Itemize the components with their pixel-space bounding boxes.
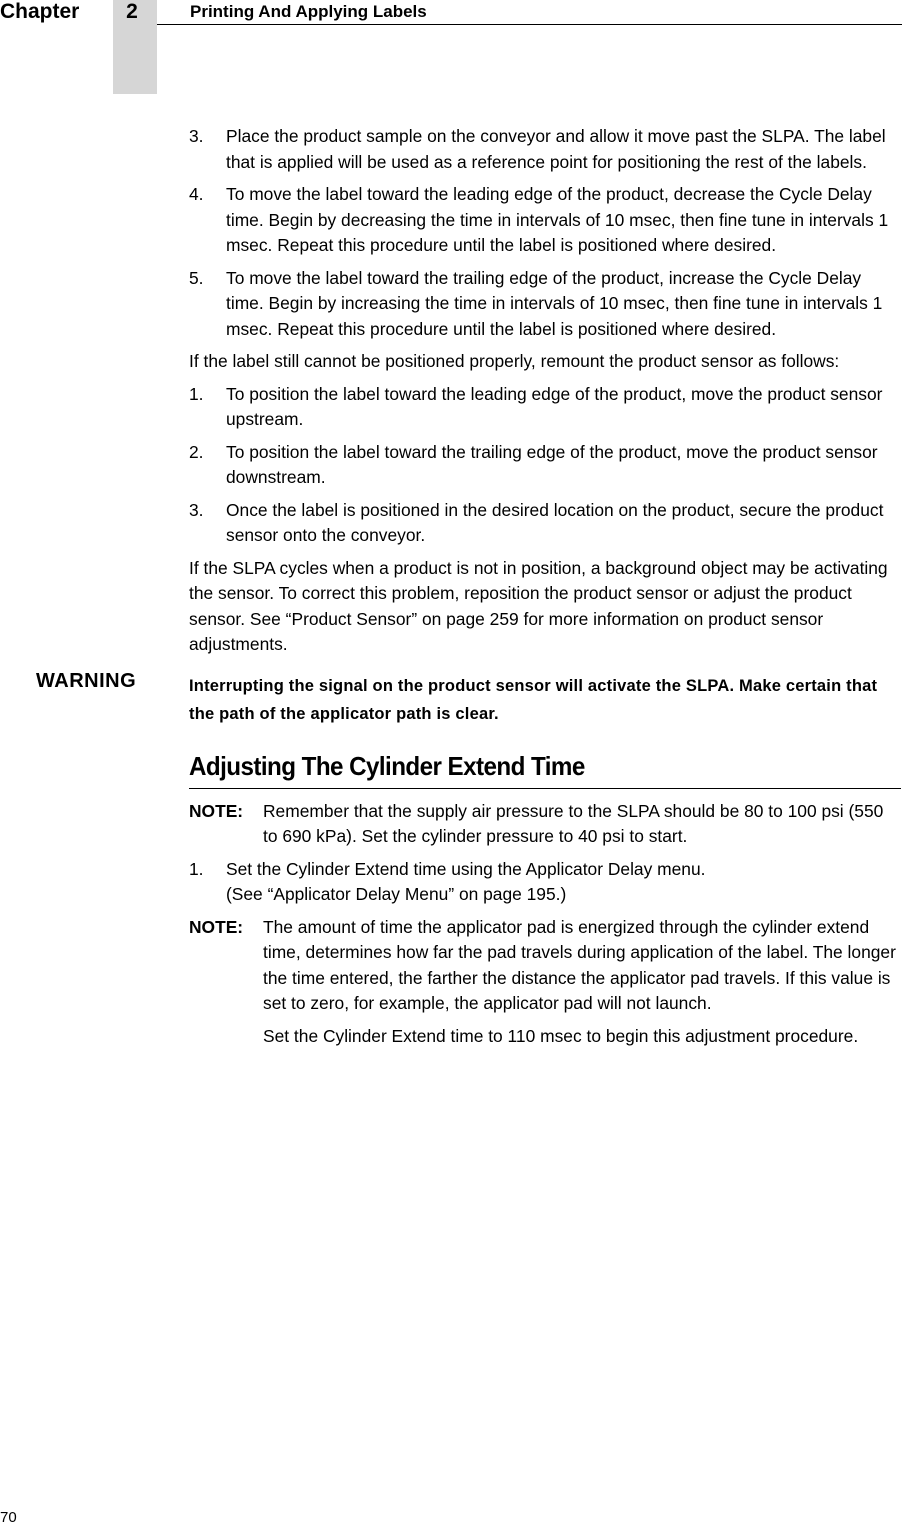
note [189,799,897,850]
step-number: 5. [189,267,204,288]
step-text: To position the label toward the trailing edge of the product, move the product sensor downstream. [226,441,878,487]
step-text: To move the label toward the trailing edge of the product, increase the Cycle Delay time. Begin by increasing the time in intervals of 10 msec, then fine tune in intervals 1 msec. Repeat this procedure until the label is positioned where desired. [226,267,883,339]
list-item [189,382,897,433]
page-content [36,124,897,1056]
section-title: Adjusting The Cylinder Extend Time [189,750,585,781]
step-number: 2. [189,441,204,462]
step-number: 3. [189,499,204,520]
page-number: 70 [0,1509,17,1526]
chapter-label: Chapter [0,0,80,23]
list-item [189,266,897,343]
warning-label: WARNING [36,669,137,692]
step-number: 4. [189,184,204,204]
chapter-title: Printing And Applying Labels [190,2,427,21]
background-object-paragraph: If the SLPA cycles when a product is not in position, a background object may be activating the sensor. To correct this problem, reposition the product sensor or adjust the product sensor. See “Product Sensor” on page 259 for more information on product sensor adjustments. [189,557,888,654]
note-continuation: Set the Cylinder Extend time to 110 msec to begin this adjustment procedure. [263,1025,859,1046]
step-number: 1. [189,858,204,879]
list-item [189,498,897,549]
note-text: The amount of time the applicator pad is energized through the cylinder extend time, determines how far the pad travels during application of the label. The longer the time entered, the farther the distance the applicator pad travels. If this value is set to zero, for example, the applicator pad will not launch. [263,916,896,1013]
step-line: (See “Applicator Delay Menu” on page 195.) [226,884,567,904]
step-line: Set the Cylinder Extend time using the Applicator Delay menu. [226,858,706,879]
note-label: NOTE: [189,916,244,937]
note-text: Remember that the supply air pressure to the SLPA should be 80 to 100 psi (550 to 690 kPa). Set the cylinder pressure to 40 psi to start. [263,800,884,846]
header-rule [157,24,902,25]
list-item [189,857,897,908]
step-text: To position the label toward the leading edge of the product, move the product sensor upstream. [226,383,883,429]
list-item [189,124,897,175]
step-number: 3. [189,126,204,146]
warning-block [36,669,897,728]
list-item [189,440,897,491]
note [189,915,897,1017]
step-text: Once the label is positioned in the desired location on the product, secure the product sensor onto the conveyor. [226,499,884,545]
step-text [226,857,897,908]
step-text: To move the label toward the leading edge of the product, decrease the Cycle Delay time. Begin by decreasing the time in intervals of 10 msec, then fine tune in intervals 1 msec. Repeat this procedure until the label is positioned where desired. [226,184,889,255]
chapter-number: 2 [126,0,138,23]
remount-paragraph: If the label still cannot be positioned properly, remount the product sensor as follows: [189,351,840,371]
warning-text: Interrupting the signal on the product sensor will activate the SLPA. Make certain that the path of the applicator path is clear. [189,676,878,723]
step-text: Place the product sample on the conveyor and allow it move past the SLPA. The label that is applied will be used as a reference point for positioning the rest of the labels. [226,126,886,172]
list-item [189,182,897,259]
step-number: 1. [189,383,204,404]
note-label: NOTE: [189,800,244,821]
chapter-tab [113,0,157,94]
section-rule [189,788,901,789]
